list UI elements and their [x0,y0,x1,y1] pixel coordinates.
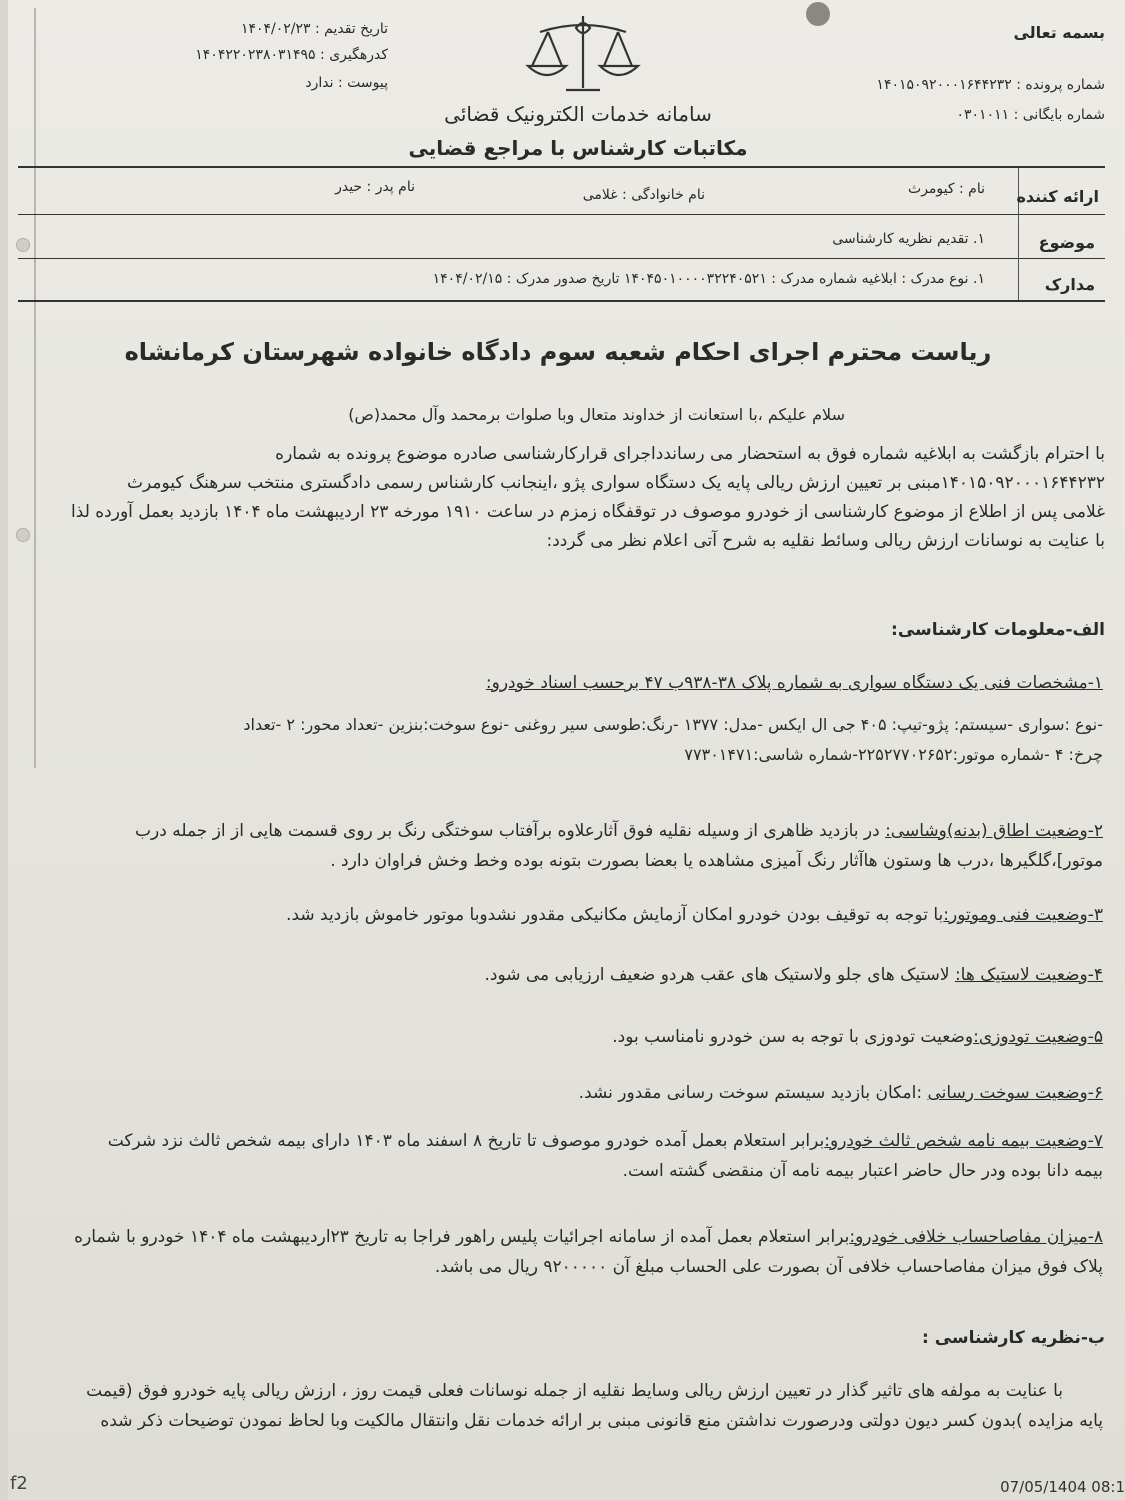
item-1 [36,668,1103,698]
intro-line: غلامی پس از اطلاع از موضوع کارشناسی از خودرو موصوف در توقفگاه زمزم در ساعت ۱۹۱۰ مورخه ۲۳ اردیبهشت ماه ۱۴۰۴ بازدید بعمل آورده لذا [71,502,1105,522]
form-border-bottom [18,300,1105,302]
attachment: پیوست : ندارد [305,75,388,91]
section-b-heading: ب-نظریه کارشناسی : [922,1328,1105,1348]
item-2-text: در بازدید ظاهری از وسیله نقلیه فوق آثارعلاوه برآفتاب سوختگی رنگ بر روی قسمت هایی از از جمله درب [135,821,886,841]
archive-number: شماره بایگانی : ۰۳۰۱۰۱۱ [956,107,1105,123]
item-3-text: با توجه به توقیف بودن خودرو امکان آزمایش مکانیکی مقدور نشدوبا موتور خاموش بازدید شد. [286,905,944,925]
item-6 [36,1078,1103,1108]
item-4 [36,960,1103,990]
section-a-heading: الف-معلومات کارشناسی: [891,620,1105,640]
print-date: 07/05/1404 08:1 [1000,1478,1125,1496]
item-8-line: پلاک فوق میزان مفاصاحساب خلافی آن بصورت علی الحساب مبلغ آن ۹۲۰۰۰۰۰ ریال می باشد. [434,1257,1103,1277]
item-2 [36,816,1103,876]
item-6-text: :امکان بازدید سیستم سوخت رسانی مقدور نشد. [578,1083,928,1103]
system-name: سامانه خدمات الکترونیک قضائی [444,102,712,126]
item-4-heading: ۴-وضعیت لاستیک ها: [954,965,1103,985]
item-3-heading: ۳-وضعیت فنی وموتور: [943,905,1103,925]
item-1-line: -نوع :سواری -سیستم: پژو-تیپ: ۴۰۵ جی ال ایکس -مدل: ۱۳۷۷ -رنگ:طوسی سیر روغنی -نوع سوخت:بنزین -تعداد محور: ۲ -تعداد [243,715,1103,734]
form-border-top [18,166,1105,168]
letter-addressee: ریاست محترم اجرای احکام شعبه سوم دادگاه خانواده شهرستان کرمانشاه [124,338,992,366]
item-5-heading: ۵-وضعیت تودوزی: [973,1027,1103,1047]
item-1-line: چرخ: ۴ -شماره موتور:۲۲۵۲۷۷۰۲۶۵۲-شماره شاسی:۷۷۳۰۱۴۷۱ [684,745,1103,764]
documents-value: ۱. نوع مدرک : ابلاغیه شماره مدرک : ۱۴۰۴۵۰۱۰۰۰۰۳۲۲۴۰۵۲۱ تاریخ صدور مدرک : ۱۴۰۴/۰۲/۱۵ [432,271,985,287]
item-2-heading: ۲-وضعیت اطاق (بدنه)وشاسی: [885,821,1103,841]
last-name: نام خانوادگی : غلامی [582,187,705,203]
binder-margin [8,8,36,768]
father-name: نام پدر : حیدر [335,179,415,195]
intro-line: با عنایت به نوسانات ارزش ریالی وسائط نقلیه به شرح آتی اعلام نظر می گردد: [546,531,1105,551]
item-8-heading: ۸-میزان مفاصاحساب خلافی خودرو: [849,1227,1103,1247]
intro-line: با احترام بازگشت به ابلاغیه شماره فوق به استحضار می رساندداجرای قرارکارشناسی صادره موضوع پرونده به شماره [275,444,1105,464]
item-8 [36,1222,1103,1282]
page-mark: f2 [10,1473,28,1494]
subject-label: موضوع [1038,233,1095,252]
binder-hole-mark [806,2,830,26]
item-1-specs [36,710,1103,770]
item-2-line: موتور]،گلگیرها ،درب ها وستون هاآثار رنگ آمیزی مشاهده یا بعضا بصورت بتونه بوده وخط وخش فراوان دارد . [330,851,1103,871]
item-7 [36,1126,1103,1186]
item-8-text: برابر استعلام بعمل آمده از سامانه اجرائیات پلیس راهور فراجا به تاریخ ۲۳اردیبهشت ماه ۱۴۰۴ خودرو با شماره [74,1227,850,1247]
case-number: شماره پرونده : ۱۴۰۱۵۰۹۲۰۰۰۱۶۴۴۲۳۲ [876,77,1105,93]
first-name: نام : کیومرث [908,181,985,197]
opinion-paragraph [36,1376,1103,1436]
opinion-line: با عنایت به مولفه های تاثیر گذار در تعیین ارزش ریالی وسایط نقلیه از جمله نوسانات فعلی قیمت روز ، ارزش ریالی پایه خودرو فوق (قیمت [86,1381,1063,1401]
punch-hole [16,528,30,542]
item-4-text: لاستیک های جلو ولاستیک های عقب هردو ضعیف ارزیابی می شود. [484,965,955,985]
opinion-line: پایه مزایده )بدون کسر دیون دولتی ودرصورت نداشتن منع قانونی مبنی بر ارائه خدمات نقل وانتقال مالکیت وبا لحاظ نمودن توضیحات ذکر شده [100,1411,1103,1431]
form-divider [18,214,1105,215]
bismillah: بسمه تعالی [1013,23,1105,42]
documents-label: مدارک [1044,275,1095,294]
submitter-label: ارائه کننده [1016,187,1099,206]
item-5 [36,1022,1103,1052]
intro-line: ۱۴۰۱۵۰۹۲۰۰۰۱۶۴۴۲۳۲مبنی بر تعیین ارزش ریالی پایه یک دستگاه سواری پژو ،اینجانب کارشناس رسمی دادگستری منتخب سرهنگ کیومرث [127,473,1105,493]
item-1-title: ۱-مشخصات فنی یک دستگاه سواری به شماره پلاک ۳۸-۹۳۸ب ۴۷ برحسب اسناد خودرو: [485,673,1103,693]
document-page [8,0,1125,1500]
letter-greeting: سلام علیکم ،با استعانت از خداوند متعال وبا صلوات برمحمد وآل محمد(ص) [348,405,845,424]
intro-paragraph [38,440,1105,556]
subject-value: ۱. تقدیم نظریه کارشناسی [832,231,985,247]
tracking-code: کدرهگیری : ۱۴۰۴۲۲۰۲۳۸۰۳۱۴۹۵ [195,47,388,63]
submit-date: تاریخ تقدیم : ۱۴۰۴/۰۲/۲۳ [240,21,388,37]
item-7-text: برابر استعلام بعمل آمده خودرو موصوف تا تاریخ ۸ اسفند ماه ۱۴۰۳ دارای بیمه شخص ثالث نزد شرکت [107,1131,825,1151]
item-3 [36,900,1103,930]
item-7-line: بیمه دانا بوده ودر حال حاضر اعتبار بیمه نامه آن منقضی گشته است. [622,1161,1103,1181]
item-7-heading: ۷-وضعیت بیمه نامه شخص ثالث خودرو: [824,1131,1103,1151]
item-6-heading: ۶-وضعیت سوخت رسانی [927,1083,1103,1103]
page-subtitle: مکاتبات کارشناس با مراجع قضایی [408,136,748,160]
item-5-text: وضعیت تودوزی با توجه به سن خودرو نامناسب بود. [612,1027,974,1047]
judiciary-scales-icon [518,10,648,100]
punch-hole [16,238,30,252]
form-divider [18,258,1105,259]
